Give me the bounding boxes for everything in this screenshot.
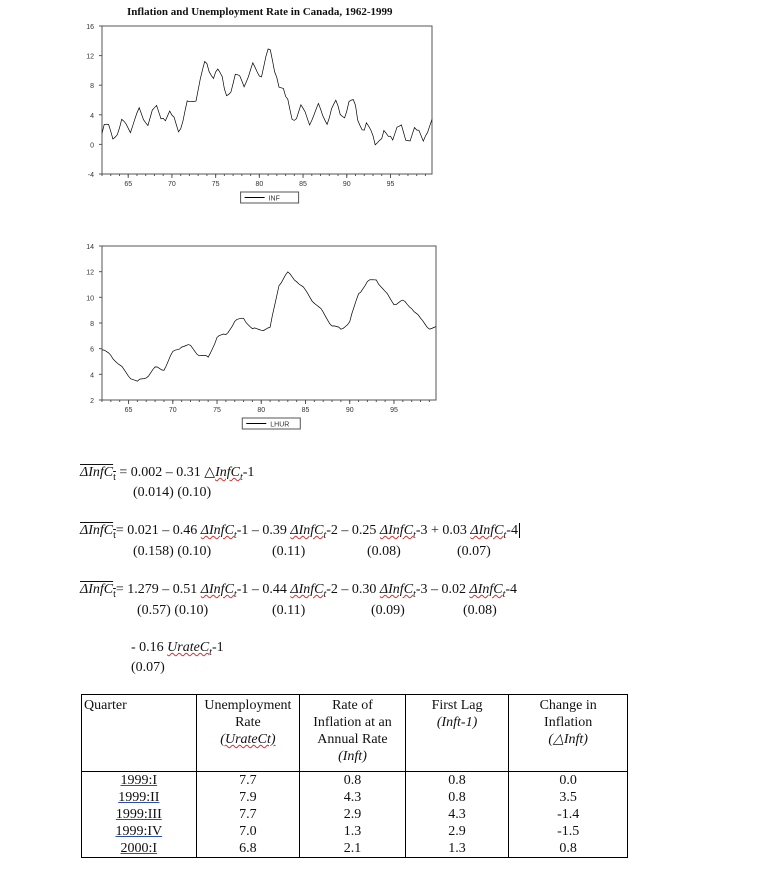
eq1-rhs: = 0.002 – 0.31 △ <box>119 465 216 480</box>
header-unemployment: Unemployment Rate (UrateCt) <box>196 695 300 772</box>
x-tick-label: 95 <box>390 407 398 414</box>
equation-3: ΔInfC$_t$= 1.279 – 0.51 ΔInfC$_t$-1 – 0.44 ΔInfC$_t$-2 – 0.30 ΔInfC$_t$-3 – 0.02 ΔInfC$_t$-4 <box>80 582 518 600</box>
table-row: 1999:I 7.7 0.8 0.8 0.0 <box>82 772 628 790</box>
y-tick-label: 10 <box>86 295 94 303</box>
x-tick-label: 95 <box>386 181 395 188</box>
eq3-se-3: (0.09) <box>371 603 405 618</box>
y-tick-label: 12 <box>86 269 94 277</box>
eq1-standard-errors: (0.014) (0.10) <box>133 485 212 500</box>
eq2-se-3: (0.08) <box>367 544 401 559</box>
figure-title: Inflation and Unemployment Rate in Canada, 1962-1999 <box>127 6 393 18</box>
x-tick-label: 75 <box>213 407 221 414</box>
eq3-se-1: (0.57) (0.10) <box>137 603 209 618</box>
header-first-lag: First Lag (Inft-1) <box>405 695 509 772</box>
inflation-chart <box>70 18 450 218</box>
y-tick-label: 8 <box>90 321 94 328</box>
y-tick-label: 14 <box>86 244 94 251</box>
x-tick-label: 65 <box>124 181 133 188</box>
y-tick-label: 12 <box>86 53 94 61</box>
y-tick-label: -4 <box>87 172 94 179</box>
table-row: 1999:IV 7.0 1.3 2.9 -1.5 <box>82 823 628 840</box>
x-tick-label: 90 <box>342 181 351 188</box>
eq1-lhs: ΔInfC$_t$ <box>80 465 116 483</box>
y-tick-label: 2 <box>90 398 94 405</box>
eq2-se-1: (0.158) (0.10) <box>133 544 212 559</box>
series-line <box>102 272 436 381</box>
header-inflation: Rate of Inflation at an Annual Rate (Inft) <box>300 695 406 772</box>
y-tick-label: 8 <box>90 83 94 91</box>
x-tick-label: 75 <box>211 181 220 188</box>
table-header-row <box>82 695 628 772</box>
plot-frame <box>102 246 436 400</box>
table-row: 2000:I 6.8 2.1 1.3 0.8 <box>82 840 628 858</box>
y-tick-label: 4 <box>90 372 94 380</box>
eq3-se-4: (0.08) <box>463 603 497 618</box>
table-row: 1999:II 7.9 4.3 0.8 3.5 <box>82 789 628 806</box>
equation-2: ΔInfC$_t$= 0.021 – 0.46 ΔInfC$_t$-1 – 0.39 ΔInfC$_t$-2 – 0.25 ΔInfC$_t$-3 + 0.03 ΔInfC$_t$-4 <box>80 523 518 541</box>
header-quarter: Quarter <box>82 695 197 772</box>
eq3-extra-term: - 0.16 UrateC$_t$-1 <box>131 640 224 658</box>
eq1-term: InfC$_t$ <box>215 465 243 483</box>
equation-1: ΔInfC$_t$ = 0.002 – 0.31 △InfC$_t$-1 <box>80 465 255 483</box>
legend-label: LHUR <box>270 421 290 429</box>
series-line <box>102 49 432 145</box>
x-tick-label: 65 <box>124 407 133 414</box>
legend-label: INF <box>268 195 280 203</box>
header-change: Change in Inflation (△Inft) <box>509 695 628 772</box>
y-tick-label: 6 <box>90 346 94 354</box>
y-tick-label: 0 <box>90 142 94 150</box>
x-tick-label: 70 <box>168 181 176 188</box>
x-tick-label: 70 <box>168 407 177 414</box>
x-tick-label: 80 <box>255 181 264 188</box>
eq3-se-2: (0.11) <box>272 603 306 618</box>
x-tick-label: 85 <box>299 181 307 188</box>
y-tick-label: 4 <box>90 112 94 120</box>
plot-frame <box>102 26 432 174</box>
x-tick-label: 80 <box>257 407 266 414</box>
x-tick-label: 85 <box>301 407 310 414</box>
eq3-extra-se: (0.07) <box>131 660 165 675</box>
eq2-se-4: (0.07) <box>457 544 491 559</box>
unemployment-chart <box>70 238 450 443</box>
data-table <box>81 694 628 858</box>
x-tick-label: 90 <box>345 407 354 414</box>
eq2-se-2: (0.11) <box>272 544 306 559</box>
table-row: 1999:III 7.7 2.9 4.3 -1.4 <box>82 806 628 823</box>
y-tick-label: 16 <box>86 24 94 31</box>
